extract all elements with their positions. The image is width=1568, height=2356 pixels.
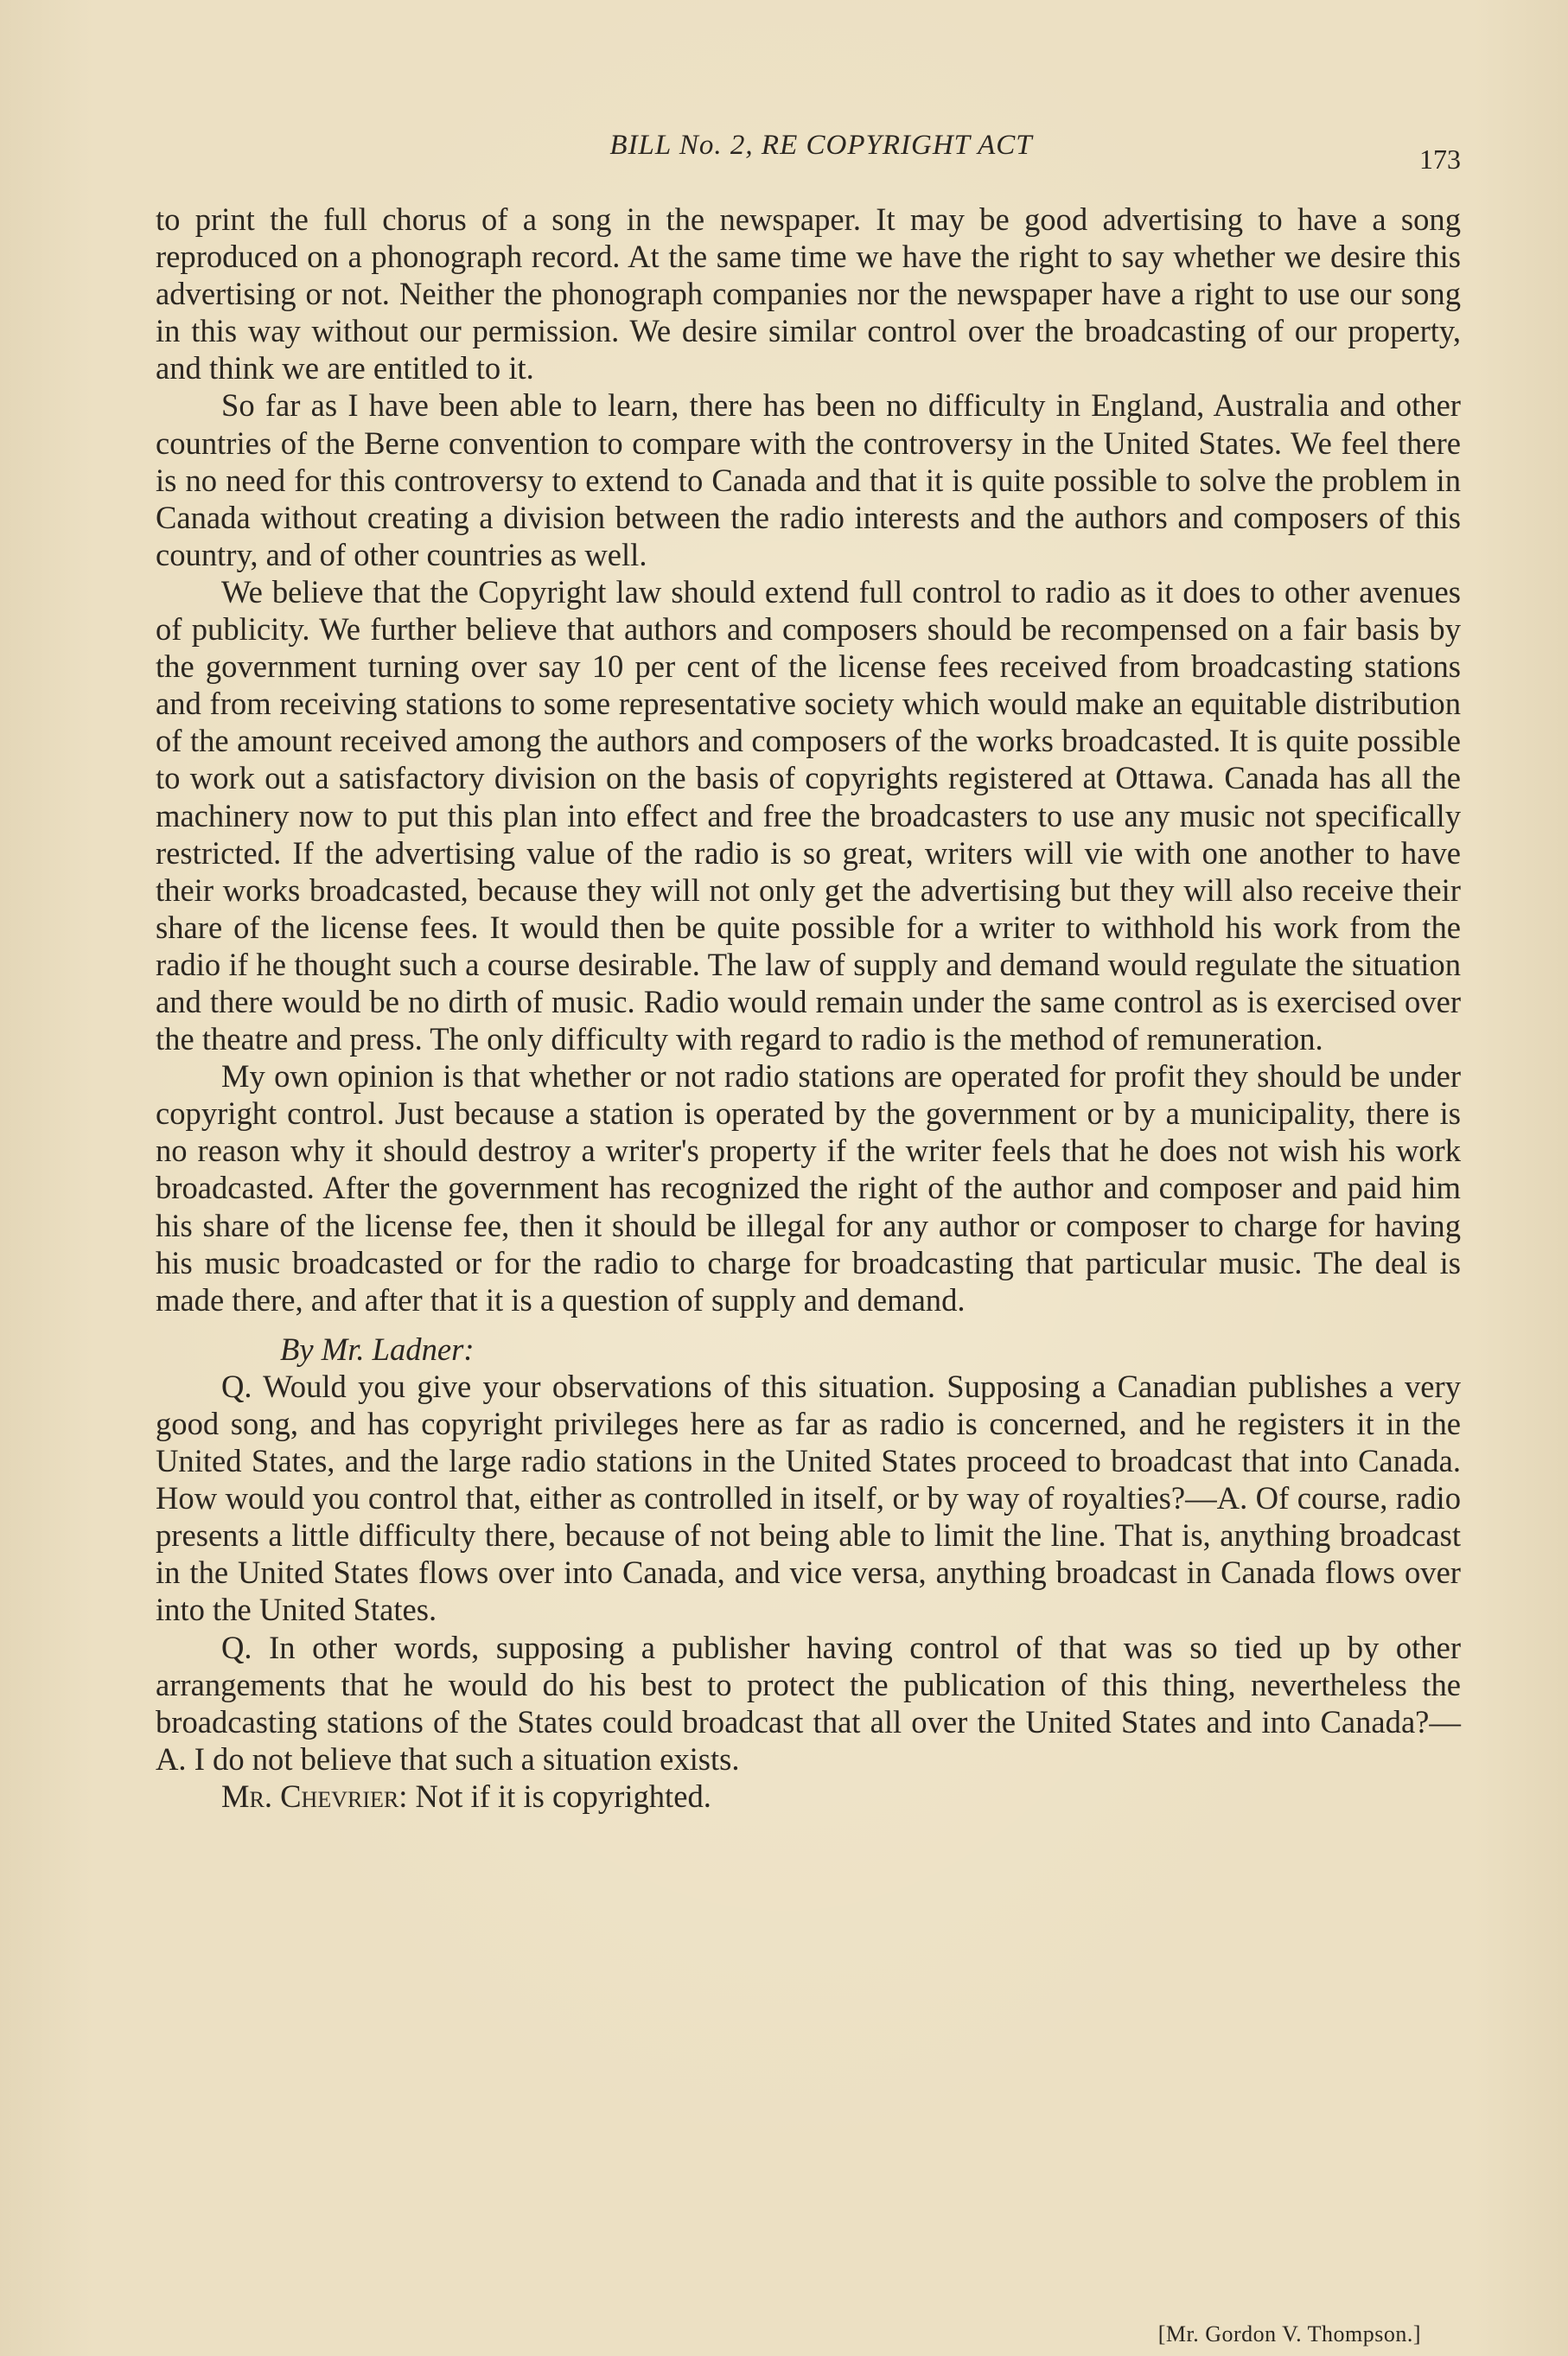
speaker-heading: By Mr. Ladner:: [280, 1331, 475, 1367]
paragraph: So far as I have been able to learn, there has been no difficulty in England, Australia and other countries of the Berne convention to compare with the controversy in the United States. We feel there is no need for this controversy to extend to Canada and that it is quite possible to solve the problem in Canada without creating a division between the radio interests and the authors and composers of this country, and of other countries as well.: [156, 387, 1461, 572]
interjection-text: Not if it is copyrighted.: [407, 1778, 711, 1814]
witness-attribution: [Mr. Gordon V. Thompson.]: [1157, 2321, 1421, 2346]
interjection-speaker: Mr. Chevrier:: [221, 1778, 408, 1814]
running-head: [156, 130, 1487, 173]
paragraph-continued: to print the full chorus of a song in the newspaper. It may be good advertising to have a song reproduced on a phonograph record. At the same time we have the right to say whether we desire this advertising or not. Neither the phonograph companies nor the newspaper have a right to use our song in this way without our permission. We desire similar control over the broadcasting of our property, and think we are entitled to it.: [156, 201, 1461, 386]
question-paragraph: Q. Would you give your observations of this situation. Supposing a Canadian publishes a very good song, and has copyright privileges here as far as radio is concerned, and he registers it in the United States, and the large radio stations in the United States proceed to broadcast that into Canada. How would you control that, either as controlled in itself, or by way of royalties?—A. Of course, radio presents a little difficulty there, because of not being able to limit the line. That is, anything broadcast in the United States flows over into Canada, and vice versa, anything broadcast in Canada flows over into the United States.: [156, 1368, 1461, 1628]
interjection: [156, 1778, 1461, 1815]
body-text: [156, 201, 1461, 1815]
paragraph: We believe that the Copyright law should extend full control to radio as it does to other avenues of publicity. We further believe that authors and composers should be recompensed on a fair basis by the government turning over say 10 per cent of the license fees received from broadcasting stations and from receiving stations to some representative society which would make an equitable distribution of the amount received among the authors and composers of the works broadcasted. It is quite possible to work out a satisfactory division on the basis of copyrights registered at Ottawa. Canada has all the machinery now to put this plan into effect and free the broadcasters to use any music not specifically restricted. If the advertising value of the radio is so great, writers will vie with one another to have their works broadcasted, because they will not only get the advertising but they will also receive their share of the license fees. It would then be quite possible for a writer to withhold his work from the radio if he thought such a course desirable. The law of supply and demand would regulate the situation and there would be no dirth of music. Radio would remain under the same control as is exercised over the theatre and press. The only difficulty with regard to radio is the method of remuneration.: [156, 573, 1461, 1057]
page-title: BILL No. 2, RE COPYRIGHT ACT: [609, 130, 1033, 161]
paragraph: My own opinion is that whether or not radio stations are operated for profit they should be under copyright control. Just because a station is operated by the government or by a municipality, there is no reason why it should destroy a writer's property if the writer feels that he does not wish his work broadcasted. After the government has recognized the right of the author and composer and paid him his share of the license fee, then it should be illegal for any author or composer to charge for having his music broadcasted or for the radio to charge for broadcasting that particular music. The deal is made there, and after that it is a question of supply and demand.: [156, 1058, 1461, 1318]
page-number: 173: [1419, 144, 1461, 175]
question-paragraph: Q. In other words, supposing a publisher having control of that was so tied up by other arrangements that he would do his best to protect the publication of this thing, nevertheless the broadcasting stations of the States could broadcast that all over the United States and into Canada?—A. I do not believe that such a situation exists.: [156, 1629, 1461, 1777]
